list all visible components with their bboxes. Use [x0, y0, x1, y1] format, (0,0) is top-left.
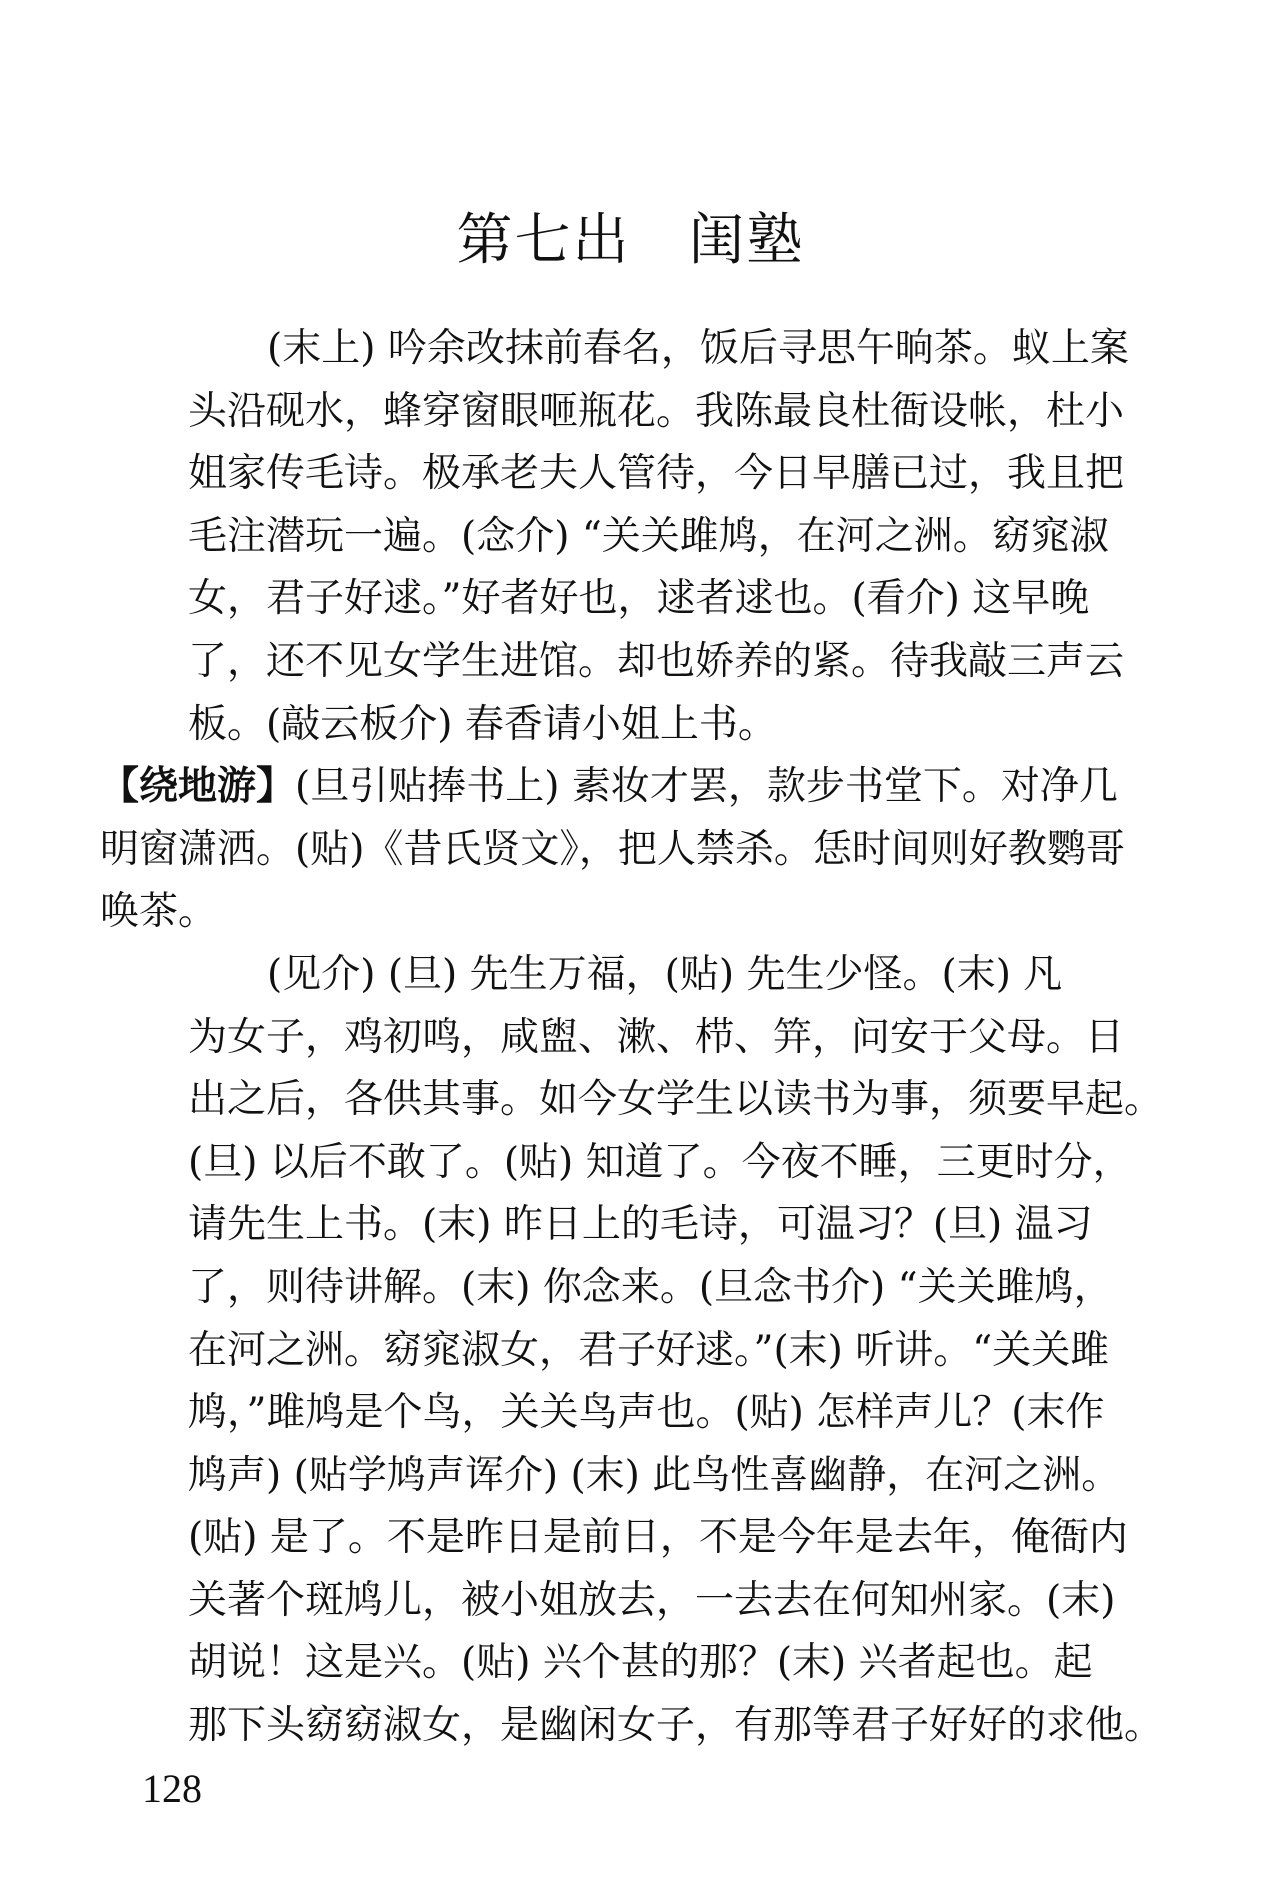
page-number: 128	[142, 1766, 202, 1811]
text-line: (末上) 吟余改抹前春名，饭后寻思午晌茶。蚁上案	[267, 326, 1129, 371]
chapter-title: 第七出 闺塾	[456, 208, 805, 273]
text-line: 板。(敲云板介) 春香请小姐上书。	[188, 701, 777, 747]
song-line	[100, 756, 1190, 819]
text-line: 了，还不见女学生进馆。却也娇养的紧。待我敲三声云	[188, 638, 1125, 684]
text-line: 鸠，”雎鸠是个鸟，关关鸟声也。(贴) 怎样声儿？(末作	[188, 1390, 1105, 1436]
text-line: (贴) 是了。不是昨日是前日，不是今年是去年，俺衙内	[188, 1515, 1128, 1561]
text-line: 姐家传毛诗。极承老夫人管待，今日早膳已过，我且把	[188, 451, 1125, 497]
text-line: 头沿砚水，蜂穿窗眼咂瓶花。我陈最良杜衙设帐，杜小	[188, 388, 1125, 434]
qupai-title: 【绕地游】	[100, 764, 296, 810]
text-line: 了，则待讲解。(末) 你念来。(旦念书介) “关关雎鸠，	[188, 1264, 1113, 1310]
text-line: 关著个斑鸠儿，被小姐放去，一去去在何知州家。(末)	[188, 1577, 1116, 1623]
text-line: (见介) (旦) 先生万福，(贴) 先生少怪。(末) 凡	[267, 951, 1063, 997]
song-text: (旦引贴捧书上) 素妆才罢，款步书堂下。对净几	[295, 764, 1118, 810]
song-line: 唤茶。	[100, 889, 218, 935]
text-line: 那下头窈窈淑女，是幽闲女子，有那等君子好好的求他。	[188, 1703, 1164, 1749]
text-line: 出之后，各供其事。如今女学生以读书为事，须要早起。	[188, 1077, 1164, 1123]
text-line: 毛注潜玩一遍。(念介) “关关雎鸠，在河之洲。窈窕淑	[188, 513, 1109, 559]
main-text	[100, 318, 1190, 1758]
text-line: 为女子，鸡初鸣，咸盥、漱、栉、笄，问安于父母。日	[188, 1014, 1125, 1060]
text-line: 在河之洲。窈窕淑女，君子好逑。”(末) 听讲。“关关雎	[188, 1327, 1110, 1373]
text-line: 胡说！这是兴。(贴) 兴个甚的那？(末) 兴者起也。起	[188, 1640, 1093, 1686]
text-line: 女，君子好逑。”好者好也，逑者逑也。(看介) 这早晚	[188, 576, 1090, 622]
text-line: (旦) 以后不敢了。(贴) 知道了。今夜不睡，三更时分，	[188, 1139, 1132, 1185]
text-line: 请先生上书。(末) 昨日上的毛诗，可温习？(旦) 温习	[188, 1202, 1093, 1248]
song-line: 明窗潇洒。(贴)《昔氏贤文》，把人禁杀。恁时间则好教鹦哥	[100, 826, 1125, 872]
text-line: 鸠声) (贴学鸠声诨介) (末) 此鸟性喜幽静，在河之洲。	[188, 1452, 1121, 1498]
